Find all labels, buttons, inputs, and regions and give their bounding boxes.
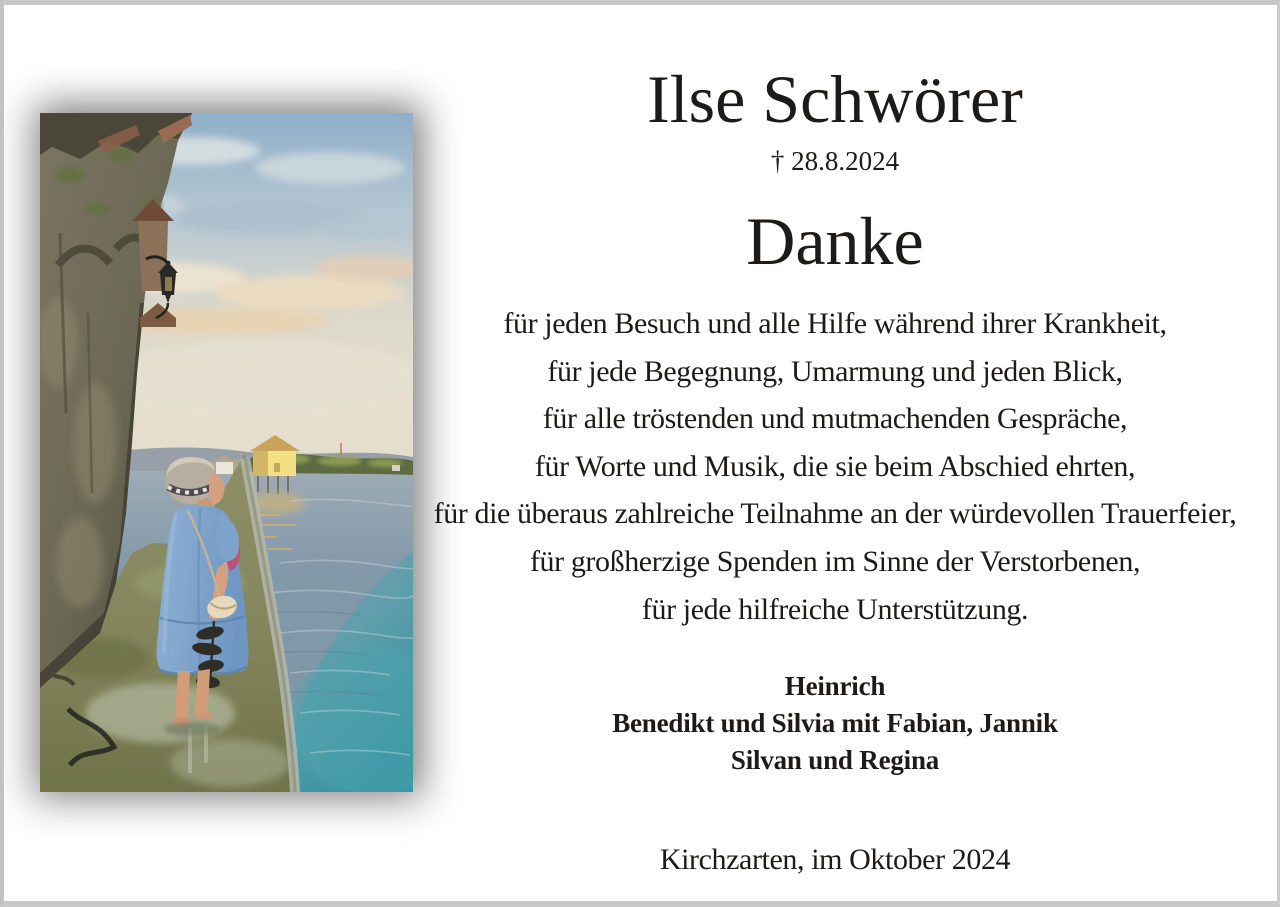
thanks-line: für Worte und Musik, die sie beim Abschied ehrten, <box>534 449 1136 483</box>
thanks-heading: Danke <box>746 203 924 279</box>
family-line: Silvan und Regina <box>730 745 940 775</box>
family-line: Benedikt und Silvia mit Fabian, Jannik <box>612 708 1058 738</box>
thanks-line: für jede Begegnung, Umarmung und jeden Blick, <box>547 354 1123 388</box>
thanks-text <box>416 300 1254 633</box>
memorial-photo <box>40 113 413 792</box>
thanks-line: für alle tröstenden und mutmachenden Gespräche, <box>542 402 1128 436</box>
family-names <box>416 668 1254 779</box>
lakeshore-photo-illustration <box>40 113 413 792</box>
thanks-line: für jeden Besuch und alle Hilfe während ihrer Krankheit, <box>503 307 1167 340</box>
thanks-line: für jede hilfreiche Unterstützung. <box>641 592 1029 626</box>
thanks-line: für die überaus zahlreiche Teilnahme an der würdevollen Trauerfeier, <box>433 497 1237 531</box>
thanks-line: für großherzige Spenden im Sinne der Verstorbenen, <box>529 544 1141 578</box>
closing-line: Kirchzarten, im Oktober 2024 <box>659 843 1011 876</box>
death-date: † 28.8.2024 <box>770 146 900 176</box>
deceased-name: Ilse Schwörer <box>647 61 1023 137</box>
family-line: Heinrich <box>784 671 886 701</box>
